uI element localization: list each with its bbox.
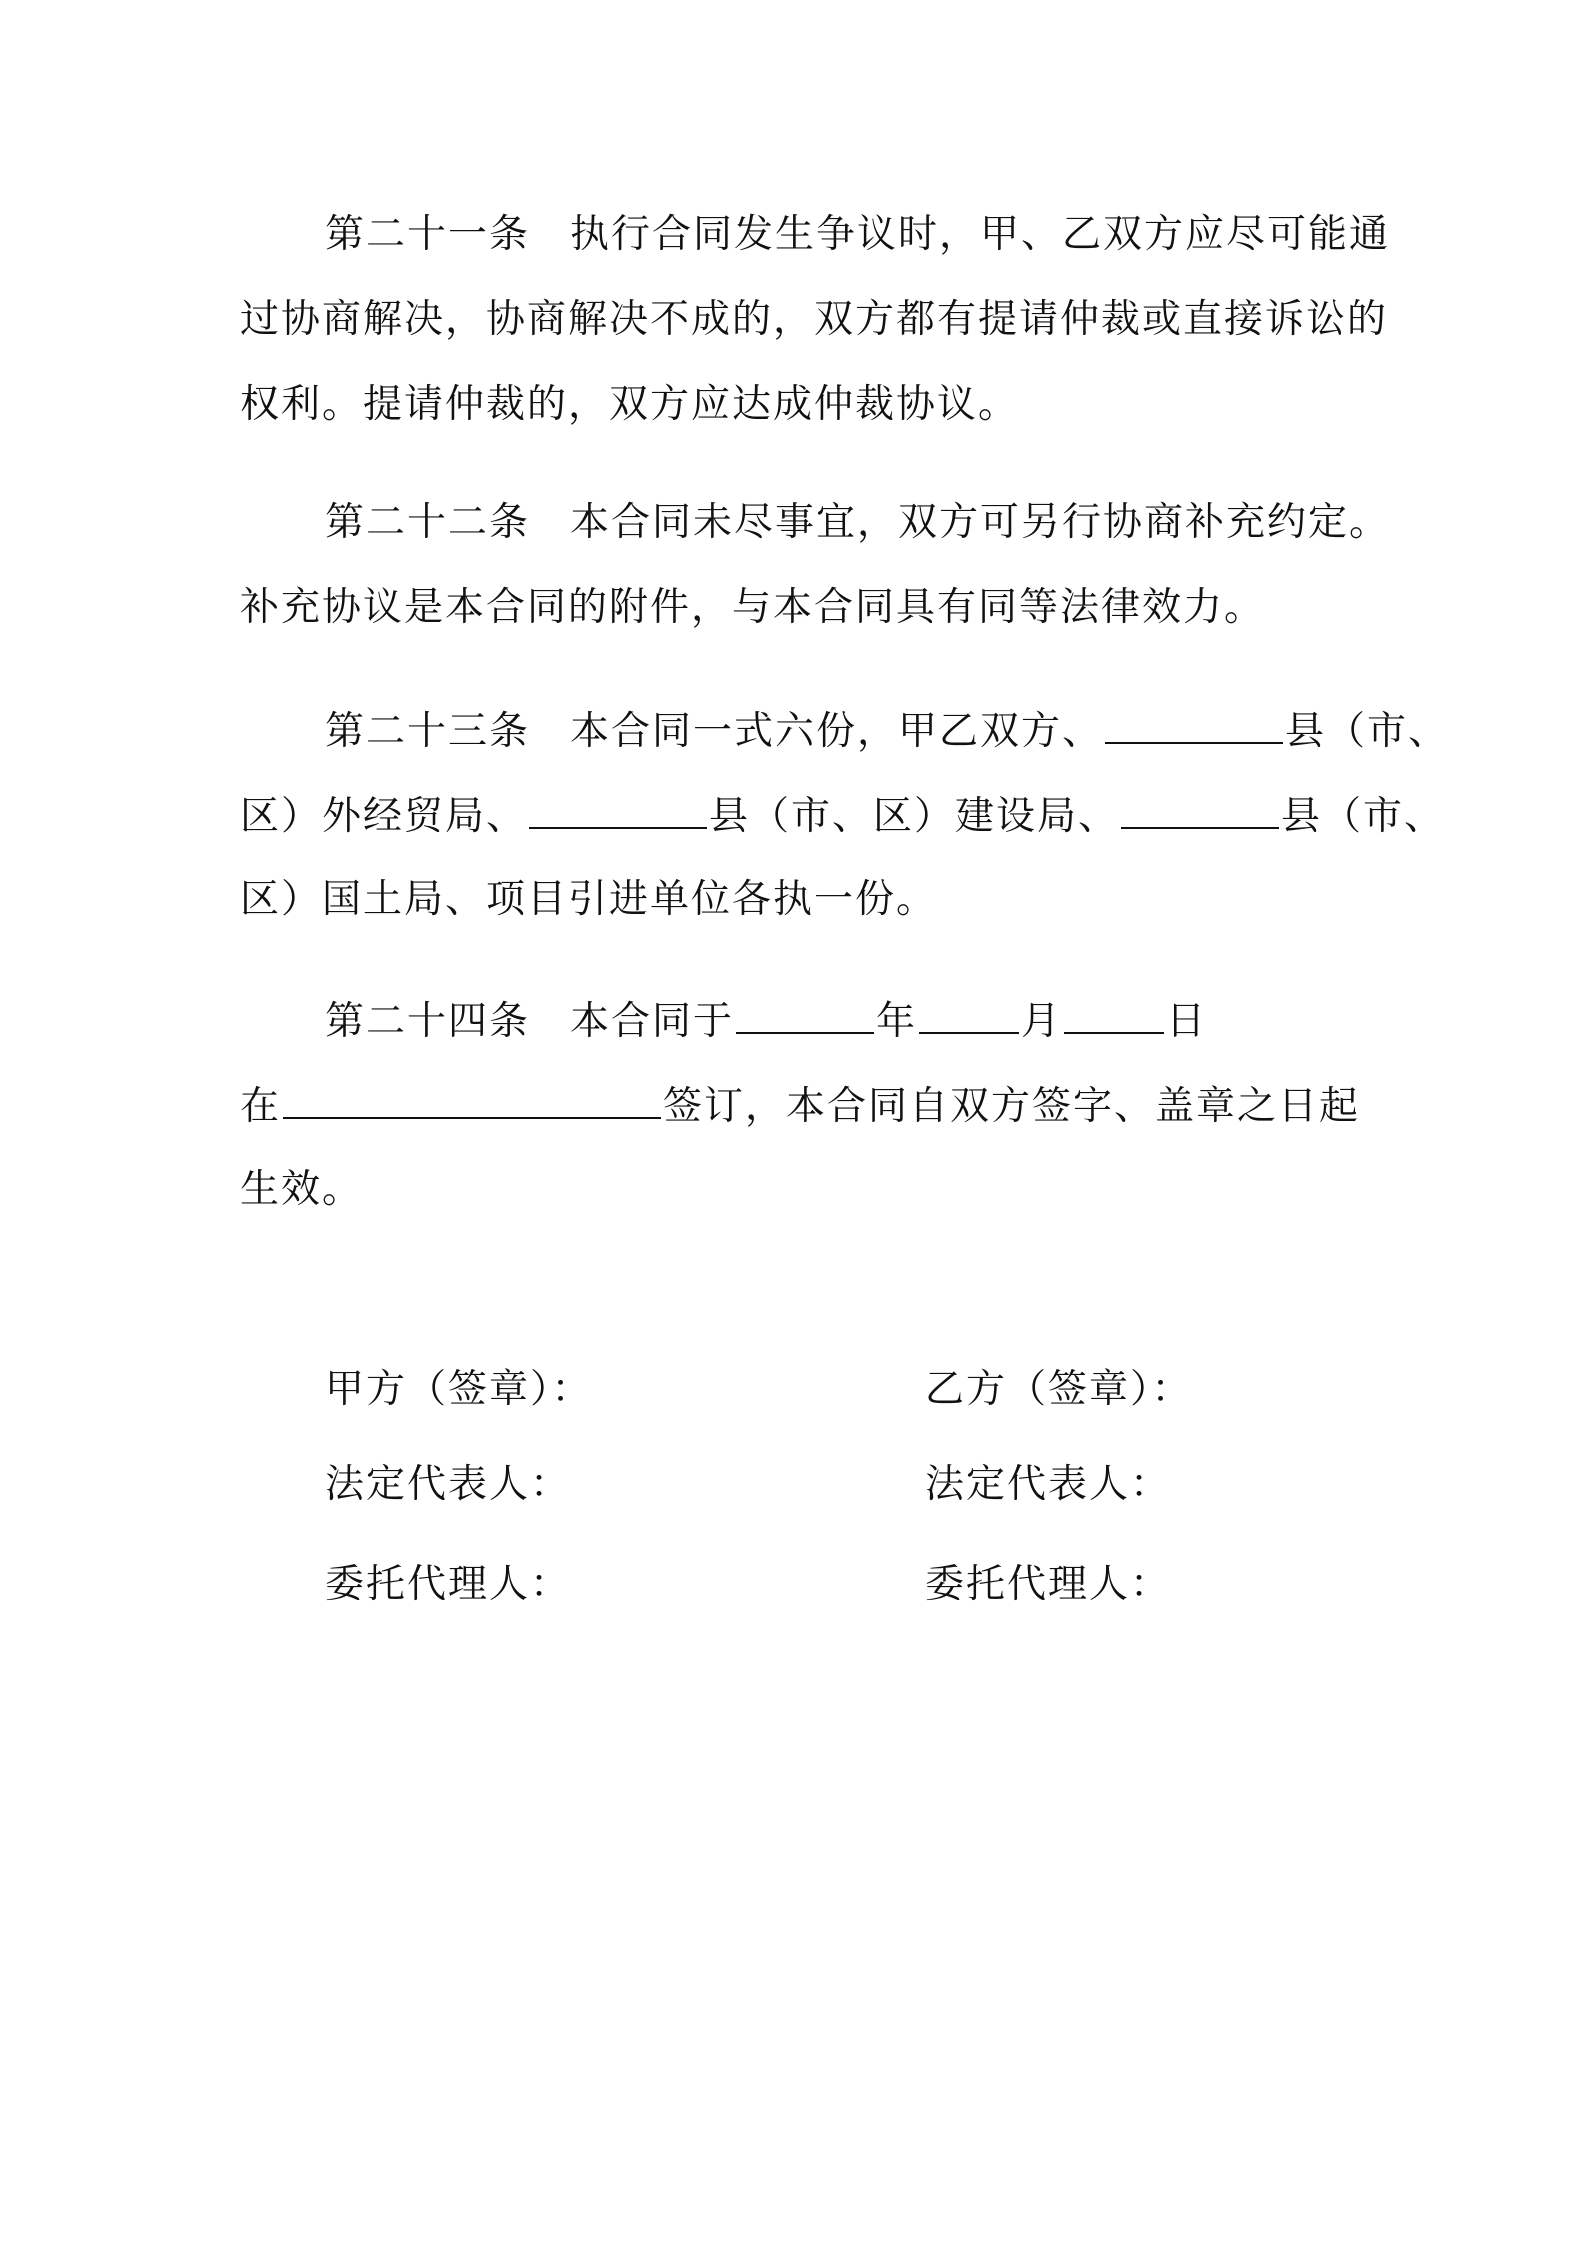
day-blank[interactable] (1064, 990, 1164, 1034)
article-24-text-1a: 本合同于 (570, 999, 735, 1044)
article-24-text-2b: 签订，本合同自双方签字、盖章之日起 (663, 1084, 1361, 1129)
party-a-signature: 甲方（签章）： (325, 1367, 593, 1412)
article-23-label: 第二十三条 (325, 709, 531, 754)
article-21-line-2: 过协商解决，协商解决不成的，双方都有提请仲裁或直接诉讼的 (240, 297, 1389, 342)
article-22-label: 第二十二条 (325, 500, 531, 545)
article-23-text-2b: 县（市、区）建设局、 (709, 794, 1120, 839)
article-22-line-1 (325, 493, 1435, 553)
party-a-legal-rep: 法定代表人： (325, 1462, 572, 1507)
article-24-label: 第二十四条 (325, 999, 531, 1044)
day-label: 日 (1166, 999, 1208, 1044)
article-23-text-2c: 县（市、 (1281, 794, 1446, 839)
year-label: 年 (876, 999, 918, 1044)
article-24-line-3: 生效。 (240, 1167, 364, 1212)
article-21-label: 第二十一条 (325, 212, 531, 257)
article-21-line-3: 权利。提请仲裁的，双方应达成仲裁协议。 (240, 382, 1020, 427)
article-23-line-3: 区）国土局、项目引进单位各执一份。 (240, 877, 938, 922)
party-b-agent: 委托代理人： (925, 1562, 1172, 1607)
party-b-signature: 乙方（签章）： (925, 1367, 1193, 1412)
county-blank-3[interactable] (1121, 785, 1279, 829)
article-23-text-1a: 本合同一式六份，甲乙双方、 (570, 709, 1104, 754)
article-24-text-2a: 在 (240, 1084, 282, 1129)
article-24-line-1 (325, 990, 1435, 1050)
location-blank[interactable] (283, 1075, 661, 1119)
county-blank-2[interactable] (529, 785, 707, 829)
article-23-line-1 (325, 700, 1450, 760)
party-a-agent: 委托代理人： (325, 1562, 572, 1607)
county-blank-1[interactable] (1105, 700, 1283, 744)
article-23-line-2 (240, 785, 1446, 845)
article-22-line-2: 补充协议是本合同的附件，与本合同具有同等法律效力。 (240, 585, 1266, 630)
article-23-text-1b: 县（市、 (1285, 709, 1450, 754)
party-b-legal-rep: 法定代表人： (925, 1462, 1172, 1507)
year-blank[interactable] (736, 990, 874, 1034)
article-23-text-2a: 区）外经贸局、 (240, 794, 528, 839)
article-21-text-1: 执行合同发生争议时，甲、乙双方应尽可能通 (570, 212, 1391, 257)
month-label: 月 (1021, 999, 1063, 1044)
article-22-text-1: 本合同未尽事宜，双方可另行协商补充约定。 (570, 500, 1391, 545)
article-21-line-1 (325, 205, 1435, 265)
article-24-line-2 (240, 1075, 1361, 1135)
month-blank[interactable] (919, 990, 1019, 1034)
